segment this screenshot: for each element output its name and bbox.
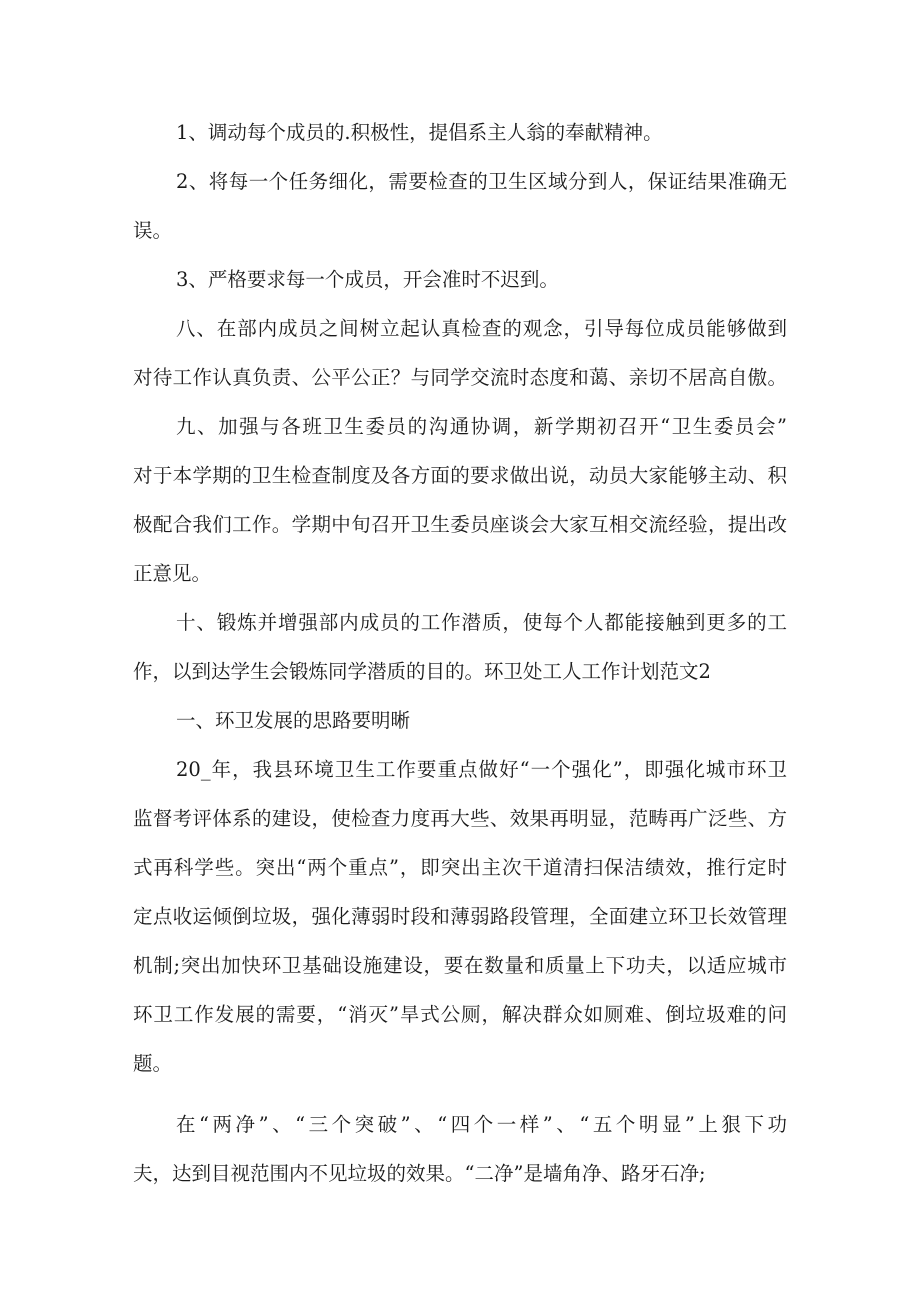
text-line: 夫，达到目视范围内不见垃圾的效果。“二净”是墙角净、路牙石净; bbox=[133, 1162, 706, 1185]
text-line: 九、加强与各班卫生委员的沟通协调，新学期初召开“卫生委员会” bbox=[176, 415, 787, 438]
text-line: 2、将每一个任务细化，需要检查的卫生区域分到人，保证结果准确无 bbox=[176, 170, 787, 193]
text-line: 正意见。 bbox=[133, 562, 212, 585]
text-line: 十、锻炼并增强部内成员的工作潜质，使每个人都能接触到更多的工 bbox=[176, 611, 787, 634]
text-line: 作，以到达学生会锻炼同学潜质的目的。环卫处工人工作计划范文2 bbox=[133, 660, 711, 683]
text-line: 20_年，我县环境卫生工作要重点做好“一个强化”，即强化城市环卫 bbox=[176, 758, 787, 781]
text-line: 机制;突出加快环卫基础设施建设，要在数量和质量上下功夫，以适应城市 bbox=[133, 954, 787, 977]
text-line: 八、在部内成员之间树立起认真检查的观念，引导每位成员能够做到 bbox=[176, 317, 787, 340]
text-line: 极配合我们工作。学期中旬召开卫生委员座谈会大家互相交流经验，提出改 bbox=[133, 513, 787, 536]
text-line: 1、调动每个成员的.积极性，提倡系主人翁的奉献精神。 bbox=[176, 121, 663, 144]
text-line: 3、严格要求每一个成员，开会准时不迟到。 bbox=[176, 268, 559, 291]
text-line: 环卫工作发展的需要，“消灭”旱式公厕，解决群众如厕难、倒垃圾难的问 bbox=[133, 1003, 787, 1026]
text-line: 误。 bbox=[133, 219, 173, 242]
text-line: 监督考评体系的建设，使检查力度再大些、效果再明显，范畴再广泛些、方 bbox=[133, 807, 787, 830]
text-line: 在“两净”、“三个突破”、“四个一样”、“五个明显”上狠下功 bbox=[176, 1113, 787, 1136]
text-line: 定点收运倾倒垃圾，强化薄弱时段和薄弱路段管理，全面建立环卫长效管理 bbox=[133, 905, 787, 928]
text-line: 题。 bbox=[133, 1052, 173, 1075]
text-line: 式再科学些。突出“两个重点”，即突出主次干道清扫保洁绩效，推行定时 bbox=[133, 856, 787, 879]
text-line: 对于本学期的卫生检查制度及各方面的要求做出说，动员大家能够主动、积 bbox=[133, 464, 787, 487]
text-line: 一、环卫发展的思路要明晰 bbox=[176, 709, 411, 732]
text-line: 对待工作认真负责、公平公正？与同学交流时态度和蔼、亲切不居高自傲。 bbox=[133, 366, 787, 389]
